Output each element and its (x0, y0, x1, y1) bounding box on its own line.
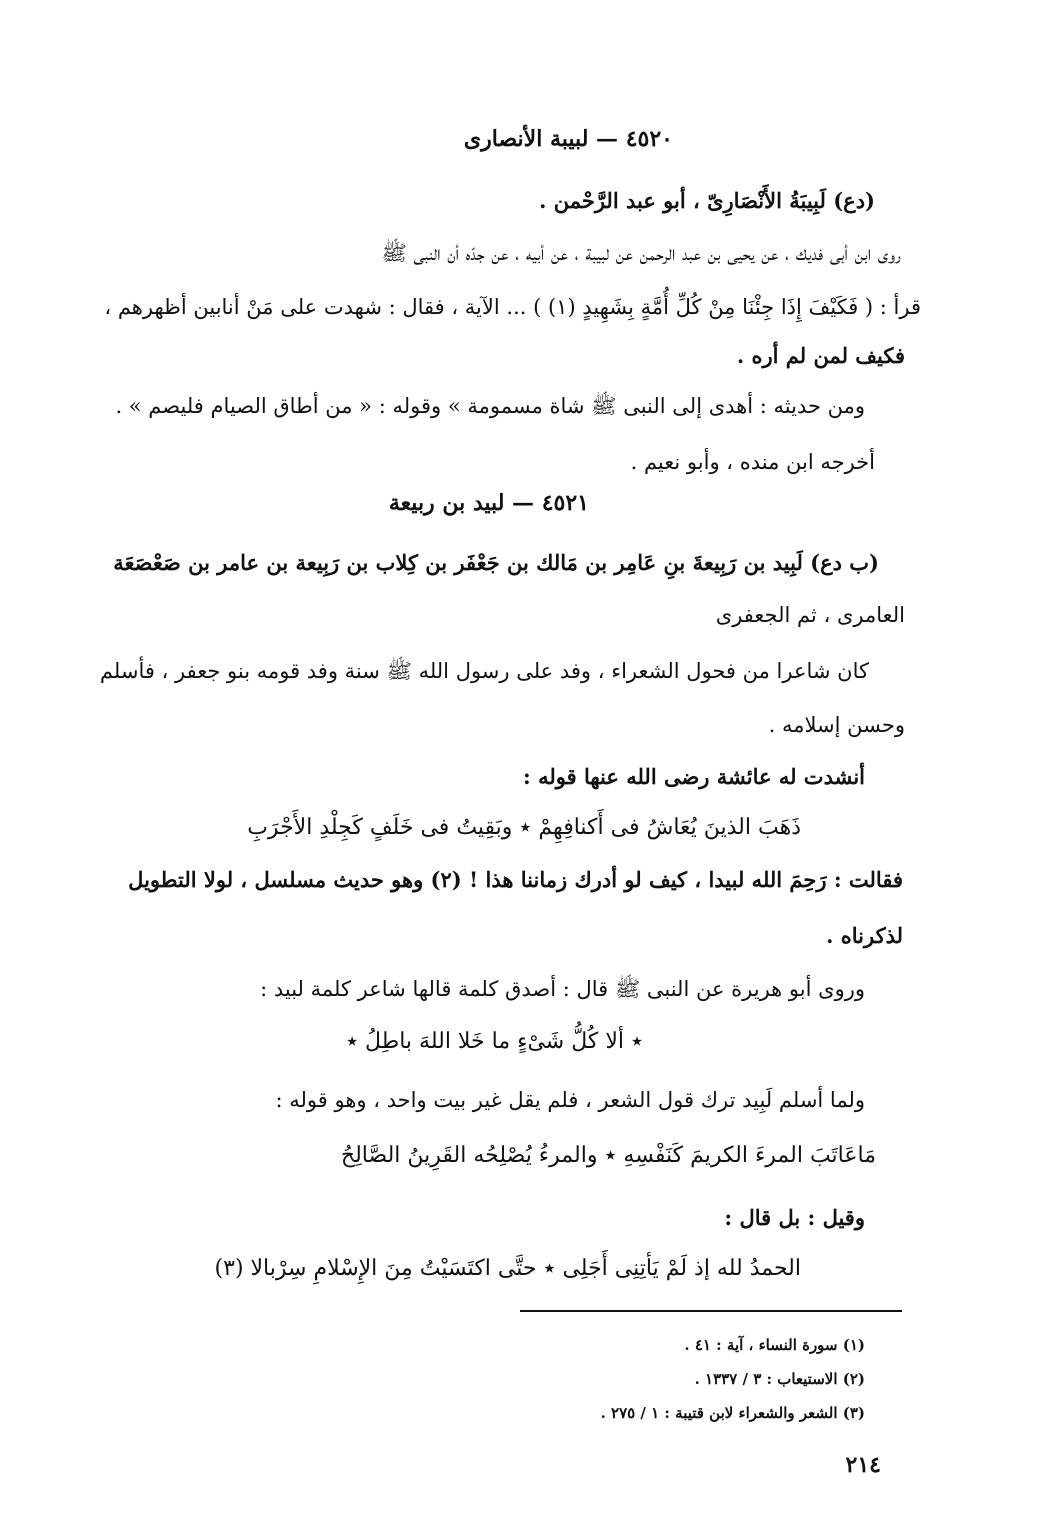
text-line: (ب دع) لَبِيد بن رَبِيعةَ بنِ عَامِر بن مَالك بن جَعْفَر بن كِلاب بن رَبِيعة بن عامر بن صَعْصَعَة (113, 550, 879, 575)
text-line: روى ابن أبى فديك ، عن يحيى بن عبد الرحمن عن لبيبة ، عن أبيه ، عن جدّه أن النبى ﷺ (381, 241, 901, 265)
entry-heading-4520: ٤٥٢٠ — لبيبة الأنصارى (463, 126, 673, 152)
poem-verse: ذَهَبَ الذينَ يُعَاشُ فى أَكنافِهِمْ ٭ وبَقِيتُ فى خَلَفٍ كَجِلْدِ الأَجْرَبِ (247, 815, 801, 840)
page-number: ٢١٤ (845, 1452, 881, 1478)
footnote: (٣) الشعر والشعراء لابن قتيبة : ١ / ٢٧٥ . (600, 1404, 865, 1422)
footnote: (٢) الاستيعاب : ٣ / ١٣٣٧ . (694, 1370, 865, 1388)
text-line: أنشدت له عائشة رضى الله عنها قوله : (523, 764, 865, 789)
text-line: لذكرناه . (826, 923, 903, 948)
text-line: وروى أبو هريرة عن النبى ﷺ قال : أصدق كلمة قالها شاعر كلمة لبيد : (260, 977, 865, 1001)
footnote: (١) سورة النساء ، آية : ٤١ . (684, 1336, 865, 1354)
entry-heading-4521: ٤٥٢١ — لبيد بن ربيعة (388, 490, 589, 516)
text-line: ومن حديثه : أهدى إلى النبى ﷺ شاة مسمومة » وقوله : « من أطاق الصيام فليصم » . (115, 394, 865, 418)
poem-verse: ٭ ألا كُلُّ شَىْءٍ ما خَلا اللهَ باطِلُ ٭ (346, 1029, 643, 1054)
footnote-divider (520, 1310, 902, 1312)
text-line: قرأ : ( فَكَيْفَ إِذَا جِئْنَا مِنْ كُلِّ أُمَّةٍ بِشَهِيدٍ (١) ) ... الآية ، فقال : شهدت على مَنْ أنابين أظهرهم ، (104, 295, 921, 319)
text-line: وحسن إسلامه . (768, 713, 905, 737)
text-line: وقيل : بل قال : (724, 1205, 865, 1230)
poem-verse: مَاعَاتَبَ المرءَ الكريمَ كَنَفْسِهِ ٭ والمرءُ يُصْلِحُه القَرِينُ الصَّالِحُ (340, 1143, 876, 1168)
poem-verse: الحمدُ لله إذ لَمْ يَأتِنِى أَجَلِى ٭ حتَّى اكتَسَيْتُ مِنَ الإِسْلامِ سِرْبالا (٣) (214, 1256, 801, 1281)
text-line: فكيف لمن لم أره . (736, 343, 905, 368)
text-line: ولما أسلم لَبِيد ترك قول الشعر ، فلم يقل غير بيت واحد ، وهو قوله : (275, 1088, 865, 1112)
text-line: كان شاعرا من فحول الشعراء ، وفد على رسول الله ﷺ سنة وفد قومه بنو جعفر ، فأسلم (99, 659, 869, 683)
entry-name-line: (دع) لَبِيبَةُ الأَنْصَارِىّ ، أبو عبد الرَّحْمن . (539, 188, 875, 213)
text-line: العامرى ، ثم الجعفرى (715, 603, 905, 627)
text-line: أخرجه ابن منده ، وأبو نعيم . (630, 450, 875, 474)
text-line: فقالت : رَحِمَ الله لبيدا ، كيف لو أدرك زماننا هذا ! (٢) وهو حديث مسلسل ، لولا التطويل (128, 867, 903, 892)
